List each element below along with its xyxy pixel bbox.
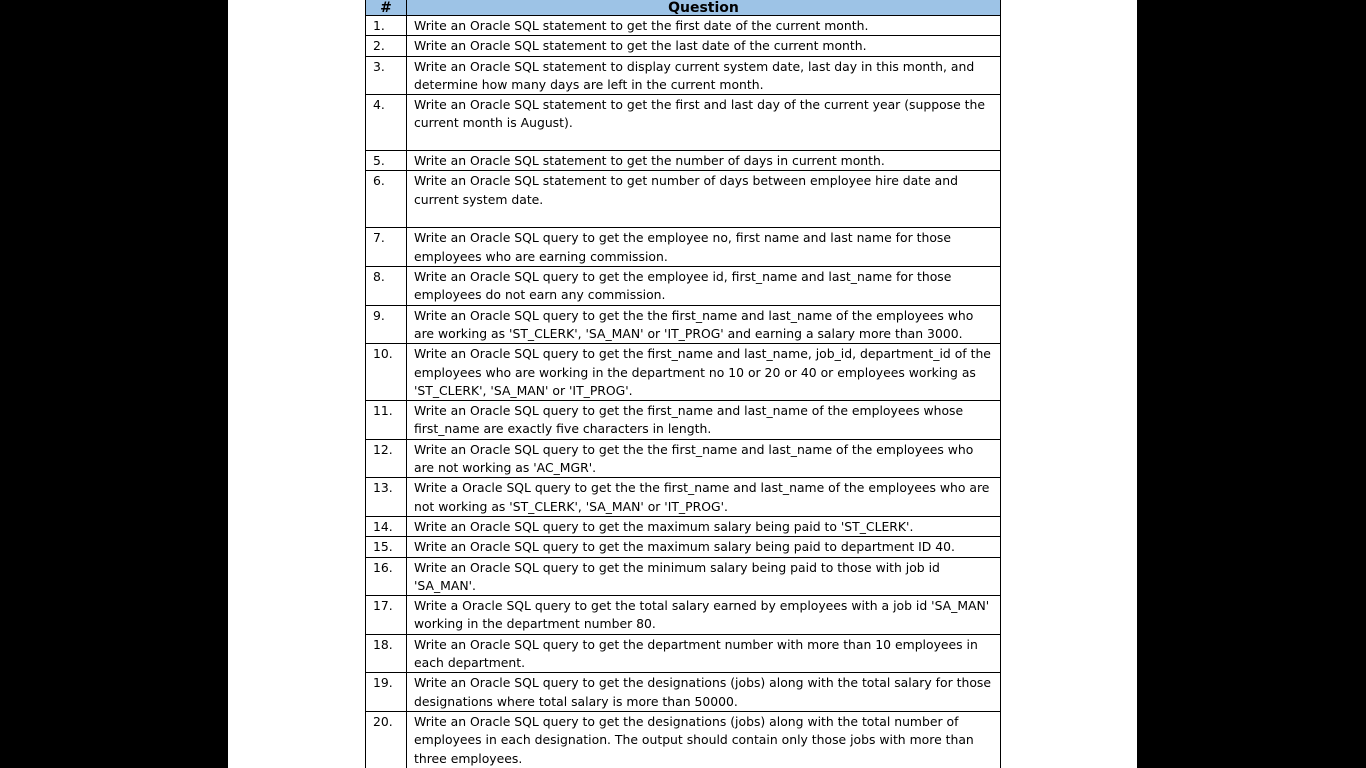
table-row — [366, 596, 1001, 635]
question-text: Write an Oracle SQL statement to display current system date, last day in this month, and determine how many days are left in the current month. — [407, 56, 1001, 95]
question-number: 2. — [366, 36, 407, 56]
question-text: Write an Oracle SQL query to get the designations (jobs) along with the total number of employees in each designation. The output should contain only those jobs with more than three employees. — [407, 711, 1001, 768]
question-text: Write an Oracle SQL statement to get the number of days in current month. — [407, 151, 1001, 171]
header-number: # — [366, 0, 407, 16]
question-text: Write an Oracle SQL query to get the employee no, first name and last name for those employees who are earning commission. — [407, 228, 1001, 267]
question-number: 14. — [366, 516, 407, 536]
question-number: 19. — [366, 673, 407, 712]
table-row — [366, 439, 1001, 478]
question-text: Write an Oracle SQL statement to get the first date of the current month. — [407, 16, 1001, 36]
question-text: Write an Oracle SQL query to get the first_name and last_name, job_id, department_id of the employees who are working in the department no 10 or 20 or 40 or employees working as 'ST_CLERK', 'SA_MAN' or 'IT_PROG'. — [407, 344, 1001, 401]
table-row — [366, 151, 1001, 171]
question-number: 11. — [366, 401, 407, 440]
question-text: Write an Oracle SQL query to get the the first_name and last_name of the employees who are working as 'ST_CLERK', 'SA_MAN' or 'IT_PROG' and earning a salary more than 3000. — [407, 305, 1001, 344]
table-header-row — [366, 0, 1001, 16]
question-text: Write an Oracle SQL query to get the designations (jobs) along with the total salary for those designations where total salary is more than 50000. — [407, 673, 1001, 712]
question-number: 1. — [366, 16, 407, 36]
table-row — [366, 711, 1001, 768]
table-row — [366, 16, 1001, 36]
question-text: Write an Oracle SQL statement to get number of days between employee hire date and current system date. — [407, 171, 1001, 228]
question-text: Write an Oracle SQL statement to get the last date of the current month. — [407, 36, 1001, 56]
question-number: 7. — [366, 228, 407, 267]
table-row — [366, 305, 1001, 344]
question-text: Write an Oracle SQL statement to get the first and last day of the current year (suppose the current month is August). — [407, 95, 1001, 151]
question-number: 8. — [366, 267, 407, 306]
question-number: 3. — [366, 56, 407, 95]
question-text: Write an Oracle SQL query to get the maximum salary being paid to department ID 40. — [407, 537, 1001, 557]
table-row — [366, 478, 1001, 517]
table-row — [366, 344, 1001, 401]
table-row — [366, 634, 1001, 673]
table-row — [366, 537, 1001, 557]
question-text: Write an Oracle SQL query to get the maximum salary being paid to 'ST_CLERK'. — [407, 516, 1001, 536]
table-row — [366, 228, 1001, 267]
question-number: 20. — [366, 711, 407, 768]
header-question: Question — [407, 0, 1001, 16]
table-row — [366, 171, 1001, 228]
question-number: 15. — [366, 537, 407, 557]
question-text: Write a Oracle SQL query to get the the first_name and last_name of the employees who are not working as 'ST_CLERK', 'SA_MAN' or 'IT_PROG'. — [407, 478, 1001, 517]
question-number: 13. — [366, 478, 407, 517]
question-number: 5. — [366, 151, 407, 171]
question-text: Write an Oracle SQL query to get the first_name and last_name of the employees whose first_name are exactly five characters in length. — [407, 401, 1001, 440]
question-number: 18. — [366, 634, 407, 673]
question-number: 17. — [366, 596, 407, 635]
question-number: 12. — [366, 439, 407, 478]
question-number: 16. — [366, 557, 407, 596]
table-row — [366, 267, 1001, 306]
table-row — [366, 36, 1001, 56]
question-number: 9. — [366, 305, 407, 344]
question-text: Write an Oracle SQL query to get the the first_name and last_name of the employees who are not working as 'AC_MGR'. — [407, 439, 1001, 478]
question-number: 10. — [366, 344, 407, 401]
table-row — [366, 673, 1001, 712]
document-page — [228, 0, 1137, 768]
questions-table — [365, 0, 1001, 768]
table-row — [366, 401, 1001, 440]
table-row — [366, 56, 1001, 95]
table-row — [366, 516, 1001, 536]
question-text: Write a Oracle SQL query to get the total salary earned by employees with a job id 'SA_MAN' working in the department number 80. — [407, 596, 1001, 635]
question-number: 4. — [366, 95, 407, 151]
question-text: Write an Oracle SQL query to get the minimum salary being paid to those with job id 'SA_MAN'. — [407, 557, 1001, 596]
table-row — [366, 557, 1001, 596]
table-row — [366, 95, 1001, 151]
question-text: Write an Oracle SQL query to get the department number with more than 10 employees in each department. — [407, 634, 1001, 673]
question-text: Write an Oracle SQL query to get the employee id, first_name and last_name for those employees do not earn any commission. — [407, 267, 1001, 306]
question-number: 6. — [366, 171, 407, 228]
